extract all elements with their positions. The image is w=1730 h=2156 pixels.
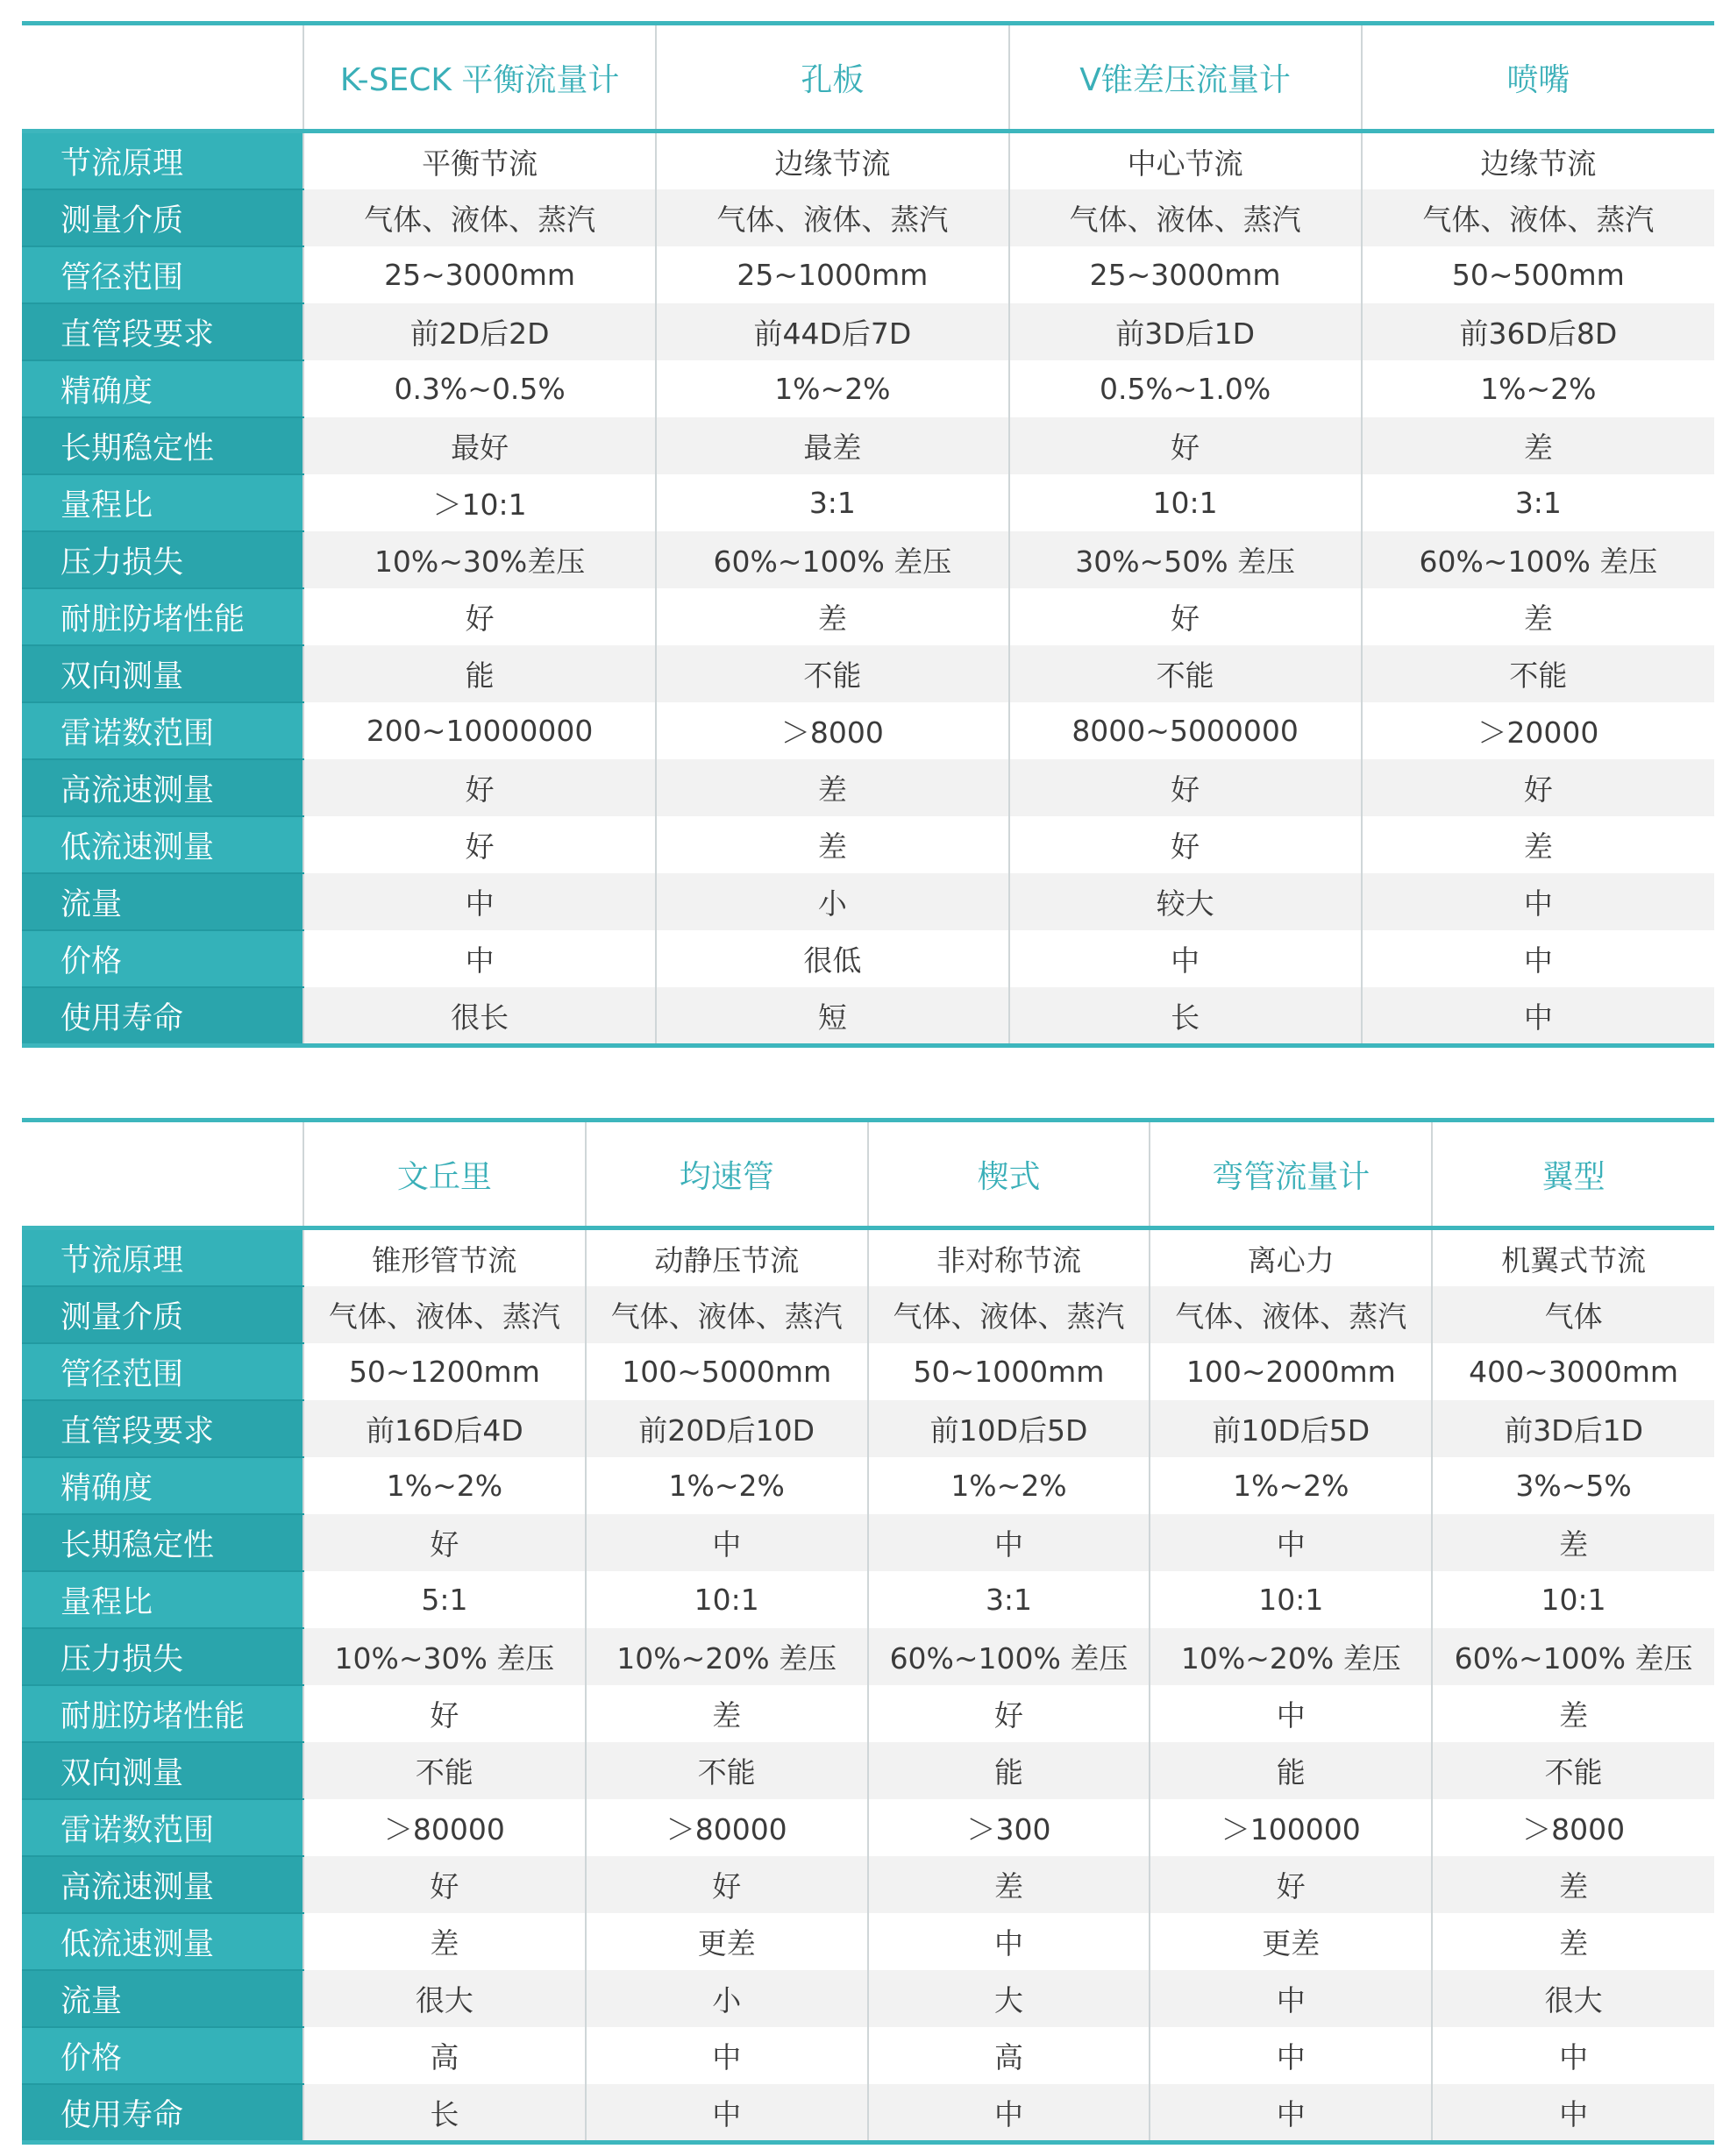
table-cell: 高 bbox=[868, 2027, 1150, 2084]
table-cell: 不能 bbox=[586, 1742, 868, 1799]
table-row bbox=[22, 987, 1714, 1046]
table-row bbox=[22, 417, 1714, 474]
row-label: 耐脏防堵性能 bbox=[22, 1685, 303, 1742]
table-row bbox=[22, 474, 1714, 531]
row-label: 高流速测量 bbox=[22, 759, 303, 816]
table-row bbox=[22, 1457, 1714, 1514]
table-cell: 中 bbox=[868, 1913, 1150, 1970]
table-cell: 短 bbox=[656, 987, 1008, 1046]
table-cell: 气体、液体、蒸汽 bbox=[303, 1286, 586, 1343]
table-cell: 1%~2% bbox=[1362, 360, 1714, 417]
table-row bbox=[22, 1286, 1714, 1343]
table-cell: 中 bbox=[1150, 1970, 1432, 2027]
table-cell: 好 bbox=[1009, 588, 1362, 645]
table-row bbox=[22, 702, 1714, 759]
table-cell: 前10D后5D bbox=[1150, 1400, 1432, 1457]
table-cell: ＞80000 bbox=[303, 1799, 586, 1856]
table-cell: 50~500mm bbox=[1362, 246, 1714, 303]
table-cell: 1%~2% bbox=[656, 360, 1008, 417]
table-cell: 长 bbox=[1009, 987, 1362, 1046]
table-cell: 差 bbox=[1362, 588, 1714, 645]
table-cell: 能 bbox=[303, 645, 656, 702]
table-cell: 25~1000mm bbox=[656, 246, 1008, 303]
table-cell: 能 bbox=[868, 1742, 1150, 1799]
table-row bbox=[22, 759, 1714, 816]
row-label: 流量 bbox=[22, 1970, 303, 2027]
table-cell: 更差 bbox=[1150, 1913, 1432, 1970]
table-cell: 中 bbox=[1150, 1514, 1432, 1571]
table-cell: 好 bbox=[303, 759, 656, 816]
table-cell: 好 bbox=[1009, 417, 1362, 474]
table-cell: 差 bbox=[1362, 816, 1714, 873]
table-cell: 200~10000000 bbox=[303, 702, 656, 759]
table-row bbox=[22, 1685, 1714, 1742]
table-row bbox=[22, 360, 1714, 417]
table-cell: 更差 bbox=[586, 1913, 868, 1970]
table-cell: 3:1 bbox=[868, 1571, 1150, 1628]
row-label: 双向测量 bbox=[22, 645, 303, 702]
table-cell: 差 bbox=[1362, 417, 1714, 474]
table-cell: 非对称节流 bbox=[868, 1228, 1150, 1287]
column-header: 孔板 bbox=[656, 24, 1008, 132]
row-label: 长期稳定性 bbox=[22, 1514, 303, 1571]
column-header: V锥差压流量计 bbox=[1009, 24, 1362, 132]
table-cell: 前3D后1D bbox=[1009, 303, 1362, 360]
table-cell: 好 bbox=[303, 1514, 586, 1571]
row-label: 双向测量 bbox=[22, 1742, 303, 1799]
table-cell: 前20D后10D bbox=[586, 1400, 868, 1457]
table-cell: 气体、液体、蒸汽 bbox=[303, 189, 656, 246]
table-cell: 中 bbox=[868, 1514, 1150, 1571]
table-cell: 好 bbox=[586, 1856, 868, 1913]
table-cell: 边缘节流 bbox=[1362, 132, 1714, 190]
table-cell: 5:1 bbox=[303, 1571, 586, 1628]
table-cell: 30%~50% 差压 bbox=[1009, 531, 1362, 588]
table-cell: 10:1 bbox=[1150, 1571, 1432, 1628]
row-label: 量程比 bbox=[22, 474, 303, 531]
row-label: 使用寿命 bbox=[22, 2084, 303, 2143]
table-cell: 10%~30% 差压 bbox=[303, 1628, 586, 1685]
table-cell: 1%~2% bbox=[1150, 1457, 1432, 1514]
table-cell: 差 bbox=[656, 816, 1008, 873]
table-corner-cell bbox=[22, 1121, 303, 1228]
row-label: 节流原理 bbox=[22, 1228, 303, 1287]
table-cell: 很长 bbox=[303, 987, 656, 1046]
table-cell: 中 bbox=[1009, 930, 1362, 987]
table-cell: 25~3000mm bbox=[303, 246, 656, 303]
table-cell: 差 bbox=[586, 1685, 868, 1742]
table-cell: 气体、液体、蒸汽 bbox=[586, 1286, 868, 1343]
table-cell: ＞300 bbox=[868, 1799, 1150, 1856]
table-cell: 100~2000mm bbox=[1150, 1343, 1432, 1400]
table-cell: 好 bbox=[303, 1685, 586, 1742]
table-cell: 很大 bbox=[1432, 1970, 1714, 2027]
table-cell: 很大 bbox=[303, 1970, 586, 2027]
row-label: 管径范围 bbox=[22, 246, 303, 303]
table-row bbox=[22, 1742, 1714, 1799]
table-cell: 前2D后2D bbox=[303, 303, 656, 360]
table-row bbox=[22, 1856, 1714, 1913]
table-cell: 好 bbox=[1009, 759, 1362, 816]
table-cell: 气体、液体、蒸汽 bbox=[656, 189, 1008, 246]
table-cell: 差 bbox=[1432, 1913, 1714, 1970]
table-cell: 差 bbox=[656, 759, 1008, 816]
table-cell: 不能 bbox=[1009, 645, 1362, 702]
table-cell: 最好 bbox=[303, 417, 656, 474]
row-label: 耐脏防堵性能 bbox=[22, 588, 303, 645]
table-cell: 气体、液体、蒸汽 bbox=[1150, 1286, 1432, 1343]
row-label: 节流原理 bbox=[22, 132, 303, 190]
table-row bbox=[22, 645, 1714, 702]
table-cell: 大 bbox=[868, 1970, 1150, 2027]
table-cell: 好 bbox=[1009, 816, 1362, 873]
table-row bbox=[22, 246, 1714, 303]
table-cell: 3:1 bbox=[1362, 474, 1714, 531]
table-cell: 气体、液体、蒸汽 bbox=[1362, 189, 1714, 246]
table-cell: 0.5%~1.0% bbox=[1009, 360, 1362, 417]
table-cell: ＞10:1 bbox=[303, 474, 656, 531]
table-cell: 不能 bbox=[656, 645, 1008, 702]
row-label: 测量介质 bbox=[22, 1286, 303, 1343]
row-label: 高流速测量 bbox=[22, 1856, 303, 1913]
row-label: 价格 bbox=[22, 930, 303, 987]
row-label: 价格 bbox=[22, 2027, 303, 2084]
row-label: 直管段要求 bbox=[22, 303, 303, 360]
table-cell: 60%~100% 差压 bbox=[1362, 531, 1714, 588]
table-cell: 中 bbox=[1432, 2027, 1714, 2084]
table-cell: 很低 bbox=[656, 930, 1008, 987]
table-cell: 3:1 bbox=[656, 474, 1008, 531]
row-label: 雷诺数范围 bbox=[22, 1799, 303, 1856]
table-header-row bbox=[22, 1121, 1714, 1228]
table-header-row bbox=[22, 24, 1714, 132]
table-cell: 中 bbox=[1362, 987, 1714, 1046]
table-row bbox=[22, 1628, 1714, 1685]
table-cell: 10%~20% 差压 bbox=[1150, 1628, 1432, 1685]
table-cell: 动静压节流 bbox=[586, 1228, 868, 1287]
table-cell: 中 bbox=[303, 873, 656, 930]
flowmeter-comparison-table-2 bbox=[22, 1118, 1714, 2145]
row-label: 低流速测量 bbox=[22, 816, 303, 873]
table-cell: 中心节流 bbox=[1009, 132, 1362, 190]
table-cell: 中 bbox=[1362, 930, 1714, 987]
row-label: 直管段要求 bbox=[22, 1400, 303, 1457]
table-row bbox=[22, 873, 1714, 930]
table-cell: ＞100000 bbox=[1150, 1799, 1432, 1856]
table-cell: 气体、液体、蒸汽 bbox=[1009, 189, 1362, 246]
table-row bbox=[22, 588, 1714, 645]
table-cell: 50~1200mm bbox=[303, 1343, 586, 1400]
table-cell: ＞8000 bbox=[1432, 1799, 1714, 1856]
table-row bbox=[22, 816, 1714, 873]
table-cell: 好 bbox=[303, 588, 656, 645]
table-cell: 10:1 bbox=[1432, 1571, 1714, 1628]
table-cell: 小 bbox=[586, 1970, 868, 2027]
table-cell: 能 bbox=[1150, 1742, 1432, 1799]
table-row bbox=[22, 189, 1714, 246]
column-header: 楔式 bbox=[868, 1121, 1150, 1228]
table-cell: ＞20000 bbox=[1362, 702, 1714, 759]
table-cell: 中 bbox=[1150, 2084, 1432, 2143]
table-cell: 中 bbox=[1432, 2084, 1714, 2143]
table-cell: 3%~5% bbox=[1432, 1457, 1714, 1514]
table-row bbox=[22, 132, 1714, 190]
table-cell: 中 bbox=[1150, 1685, 1432, 1742]
table-cell: ＞8000 bbox=[656, 702, 1008, 759]
table-cell: 1%~2% bbox=[586, 1457, 868, 1514]
table-cell: 10%~30%差压 bbox=[303, 531, 656, 588]
column-header: 喷嘴 bbox=[1362, 24, 1714, 132]
table-cell: 平衡节流 bbox=[303, 132, 656, 190]
table-cell: ＞80000 bbox=[586, 1799, 868, 1856]
table-cell: 25~3000mm bbox=[1009, 246, 1362, 303]
table-row bbox=[22, 1228, 1714, 1287]
table-row bbox=[22, 1799, 1714, 1856]
table-cell: 好 bbox=[303, 816, 656, 873]
table-cell: 0.3%~0.5% bbox=[303, 360, 656, 417]
table-cell: 前10D后5D bbox=[868, 1400, 1150, 1457]
column-header: 均速管 bbox=[586, 1121, 868, 1228]
table-cell: 60%~100% 差压 bbox=[868, 1628, 1150, 1685]
row-label: 流量 bbox=[22, 873, 303, 930]
table-cell: 8000~5000000 bbox=[1009, 702, 1362, 759]
table-cell: 好 bbox=[1362, 759, 1714, 816]
flowmeter-comparison-table-1 bbox=[22, 21, 1714, 1048]
row-label: 精确度 bbox=[22, 1457, 303, 1514]
table-cell: 高 bbox=[303, 2027, 586, 2084]
table-row bbox=[22, 930, 1714, 987]
row-label: 长期稳定性 bbox=[22, 417, 303, 474]
table-cell: 差 bbox=[1432, 1856, 1714, 1913]
table-cell: 不能 bbox=[303, 1742, 586, 1799]
table-cell: 100~5000mm bbox=[586, 1343, 868, 1400]
column-header: 弯管流量计 bbox=[1150, 1121, 1432, 1228]
table-row bbox=[22, 1970, 1714, 2027]
table-cell: 边缘节流 bbox=[656, 132, 1008, 190]
row-label: 低流速测量 bbox=[22, 1913, 303, 1970]
table-cell: 中 bbox=[1362, 873, 1714, 930]
table-row bbox=[22, 1571, 1714, 1628]
table-cell: 1%~2% bbox=[303, 1457, 586, 1514]
table-cell: 60%~100% 差压 bbox=[1432, 1628, 1714, 1685]
table-cell: 中 bbox=[1150, 2027, 1432, 2084]
table-cell: 气体 bbox=[1432, 1286, 1714, 1343]
table-cell: 50~1000mm bbox=[868, 1343, 1150, 1400]
row-label: 管径范围 bbox=[22, 1343, 303, 1400]
table-row bbox=[22, 2027, 1714, 2084]
table-cell: 中 bbox=[586, 1514, 868, 1571]
column-header: 文丘里 bbox=[303, 1121, 586, 1228]
table-corner-cell bbox=[22, 24, 303, 132]
table-cell: 好 bbox=[868, 1685, 1150, 1742]
table-cell: 10%~20% 差压 bbox=[586, 1628, 868, 1685]
table-cell: 前36D后8D bbox=[1362, 303, 1714, 360]
table-cell: 中 bbox=[586, 2084, 868, 2143]
table-cell: 60%~100% 差压 bbox=[656, 531, 1008, 588]
table-cell: 最差 bbox=[656, 417, 1008, 474]
table-cell: 10:1 bbox=[586, 1571, 868, 1628]
table-cell: 锥形管节流 bbox=[303, 1228, 586, 1287]
table-cell: 差 bbox=[656, 588, 1008, 645]
table-cell: 好 bbox=[1150, 1856, 1432, 1913]
table-cell: 差 bbox=[1432, 1685, 1714, 1742]
table-cell: 前16D后4D bbox=[303, 1400, 586, 1457]
table-row bbox=[22, 303, 1714, 360]
table-cell: 不能 bbox=[1362, 645, 1714, 702]
column-header: 翼型 bbox=[1432, 1121, 1714, 1228]
table-cell: 小 bbox=[656, 873, 1008, 930]
row-label: 雷诺数范围 bbox=[22, 702, 303, 759]
table-cell: 中 bbox=[868, 2084, 1150, 2143]
table-cell: 好 bbox=[303, 1856, 586, 1913]
table-cell: 气体、液体、蒸汽 bbox=[868, 1286, 1150, 1343]
table-cell: 机翼式节流 bbox=[1432, 1228, 1714, 1287]
table-cell: 差 bbox=[303, 1913, 586, 1970]
table-cell: 差 bbox=[1432, 1514, 1714, 1571]
table-row bbox=[22, 1913, 1714, 1970]
row-label: 压力损失 bbox=[22, 1628, 303, 1685]
table-row bbox=[22, 2084, 1714, 2143]
table-cell: 中 bbox=[303, 930, 656, 987]
table-cell: 400~3000mm bbox=[1432, 1343, 1714, 1400]
table-row bbox=[22, 1343, 1714, 1400]
table-cell: 长 bbox=[303, 2084, 586, 2143]
table-cell: 离心力 bbox=[1150, 1228, 1432, 1287]
column-header: K-SECK 平衡流量计 bbox=[303, 24, 656, 132]
row-label: 量程比 bbox=[22, 1571, 303, 1628]
table-row bbox=[22, 531, 1714, 588]
table-cell: 10:1 bbox=[1009, 474, 1362, 531]
table-cell: 1%~2% bbox=[868, 1457, 1150, 1514]
table-cell: 不能 bbox=[1432, 1742, 1714, 1799]
table-cell: 前3D后1D bbox=[1432, 1400, 1714, 1457]
row-label: 测量介质 bbox=[22, 189, 303, 246]
table-cell: 较大 bbox=[1009, 873, 1362, 930]
table-cell: 中 bbox=[586, 2027, 868, 2084]
table-cell: 差 bbox=[868, 1856, 1150, 1913]
table-row bbox=[22, 1400, 1714, 1457]
row-label: 压力损失 bbox=[22, 531, 303, 588]
row-label: 精确度 bbox=[22, 360, 303, 417]
row-label: 使用寿命 bbox=[22, 987, 303, 1046]
table-row bbox=[22, 1514, 1714, 1571]
table-cell: 前44D后7D bbox=[656, 303, 1008, 360]
